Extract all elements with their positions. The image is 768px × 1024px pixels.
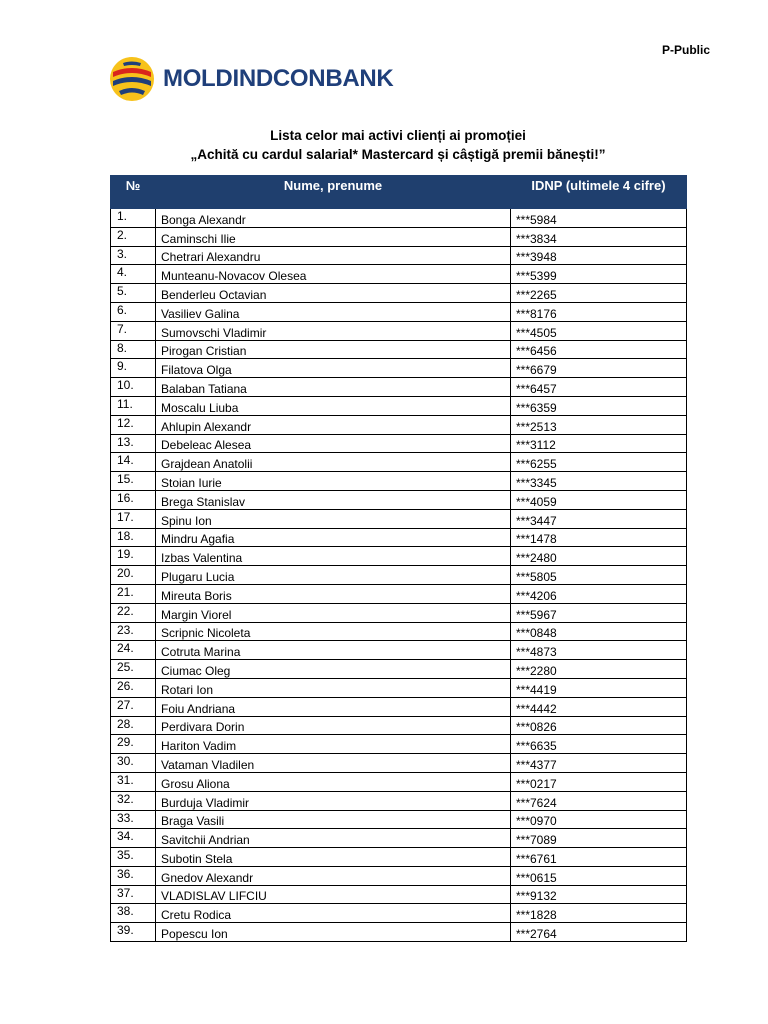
table-row	[111, 227, 687, 246]
classification-label: P-Public	[662, 43, 711, 57]
client-idnp: ***5399	[511, 265, 687, 284]
client-idnp: ***6456	[511, 340, 687, 359]
client-idnp: ***3112	[511, 434, 687, 453]
row-number: 15.	[111, 472, 156, 491]
client-name: Burduja Vladimir	[156, 791, 511, 810]
client-name: Ahlupin Alexandr	[156, 415, 511, 434]
client-idnp: ***6359	[511, 396, 687, 415]
client-name: Balaban Tatiana	[156, 378, 511, 397]
row-number: 11.	[111, 396, 156, 415]
table-row	[111, 735, 687, 754]
client-name: Perdivara Dorin	[156, 716, 511, 735]
row-number: 31.	[111, 772, 156, 791]
client-name: Izbas Valentina	[156, 547, 511, 566]
table-row	[111, 584, 687, 603]
row-number: 36.	[111, 866, 156, 885]
client-name: Debeleac Alesea	[156, 434, 511, 453]
table-row	[111, 791, 687, 810]
row-number: 33.	[111, 810, 156, 829]
client-idnp: ***4419	[511, 678, 687, 697]
table-row	[111, 528, 687, 547]
row-number: 26.	[111, 678, 156, 697]
row-number: 22.	[111, 603, 156, 622]
client-idnp: ***0217	[511, 772, 687, 791]
row-number: 18.	[111, 528, 156, 547]
client-idnp: ***2265	[511, 284, 687, 303]
client-name: Pirogan Cristian	[156, 340, 511, 359]
clients-table	[110, 175, 687, 942]
row-number: 21.	[111, 584, 156, 603]
client-name: Margin Viorel	[156, 603, 511, 622]
client-name: Cotruta Marina	[156, 641, 511, 660]
client-name: VLADISLAV LIFCIU	[156, 885, 511, 904]
client-name: Hariton Vadim	[156, 735, 511, 754]
client-idnp: ***5805	[511, 566, 687, 585]
client-idnp: ***6635	[511, 735, 687, 754]
client-idnp: ***1478	[511, 528, 687, 547]
bank-name: MOLDINDCONBANK	[163, 65, 394, 92]
client-name: Braga Vasili	[156, 810, 511, 829]
table-row	[111, 490, 687, 509]
client-name: Munteanu-Novacov Olesea	[156, 265, 511, 284]
client-name: Grajdean Anatolii	[156, 453, 511, 472]
client-idnp: ***1828	[511, 904, 687, 923]
row-number: 13.	[111, 434, 156, 453]
row-number: 30.	[111, 754, 156, 773]
title-line-2: „Achită cu cardul salarial* Mastercard și câștigă premii bănești!”	[190, 147, 606, 162]
client-idnp: ***6457	[511, 378, 687, 397]
row-number: 10.	[111, 378, 156, 397]
row-number: 23.	[111, 622, 156, 641]
table-row	[111, 603, 687, 622]
row-number: 29.	[111, 735, 156, 754]
row-number: 28.	[111, 716, 156, 735]
client-name: Caminschi Ilie	[156, 227, 511, 246]
document-title	[110, 126, 686, 164]
client-idnp: ***2764	[511, 923, 687, 942]
client-idnp: ***4505	[511, 321, 687, 340]
table-row	[111, 566, 687, 585]
table-row	[111, 678, 687, 697]
table-row	[111, 509, 687, 528]
column-header-number: №	[111, 176, 156, 209]
client-idnp: ***7624	[511, 791, 687, 810]
table-row	[111, 265, 687, 284]
client-name: Mindru Agafia	[156, 528, 511, 547]
row-number: 20.	[111, 566, 156, 585]
client-idnp: ***4442	[511, 697, 687, 716]
table-row	[111, 434, 687, 453]
client-name: Rotari Ion	[156, 678, 511, 697]
table-row	[111, 829, 687, 848]
client-name: Spinu Ion	[156, 509, 511, 528]
client-name: Sumovschi Vladimir	[156, 321, 511, 340]
client-idnp: ***3345	[511, 472, 687, 491]
table-row	[111, 866, 687, 885]
row-number: 14.	[111, 453, 156, 472]
row-number: 19.	[111, 547, 156, 566]
table-row	[111, 209, 687, 228]
client-idnp: ***8176	[511, 302, 687, 321]
table-row	[111, 378, 687, 397]
client-name: Brega Stanislav	[156, 490, 511, 509]
bank-emblem-icon	[109, 56, 155, 102]
row-number: 8.	[111, 340, 156, 359]
table-body	[111, 209, 687, 942]
client-name: Scripnic Nicoleta	[156, 622, 511, 641]
client-idnp: ***2513	[511, 415, 687, 434]
client-idnp: ***6255	[511, 453, 687, 472]
client-idnp: ***4206	[511, 584, 687, 603]
table-row	[111, 716, 687, 735]
row-number: 6.	[111, 302, 156, 321]
table-row	[111, 923, 687, 942]
client-idnp: ***6761	[511, 848, 687, 867]
table-row	[111, 885, 687, 904]
client-name: Chetrari Alexandru	[156, 246, 511, 265]
client-idnp: ***3447	[511, 509, 687, 528]
table-header-row	[111, 176, 687, 209]
table-row	[111, 472, 687, 491]
row-number: 5.	[111, 284, 156, 303]
client-idnp: ***0615	[511, 866, 687, 885]
row-number: 32.	[111, 791, 156, 810]
client-name: Filatova Olga	[156, 359, 511, 378]
table-row	[111, 754, 687, 773]
table-row	[111, 547, 687, 566]
row-number: 34.	[111, 829, 156, 848]
client-idnp: ***3948	[511, 246, 687, 265]
client-name: Moscalu Liuba	[156, 396, 511, 415]
client-name: Benderleu Octavian	[156, 284, 511, 303]
table-row	[111, 284, 687, 303]
row-number: 7.	[111, 321, 156, 340]
table-row	[111, 848, 687, 867]
client-idnp: ***0826	[511, 716, 687, 735]
row-number: 39.	[111, 923, 156, 942]
table-row	[111, 246, 687, 265]
table-row	[111, 396, 687, 415]
client-idnp: ***2480	[511, 547, 687, 566]
table-row	[111, 641, 687, 660]
client-idnp: ***9132	[511, 885, 687, 904]
client-name: Cretu Rodica	[156, 904, 511, 923]
table-row	[111, 697, 687, 716]
table-row	[111, 340, 687, 359]
client-name: Ciumac Oleg	[156, 660, 511, 679]
column-header-name: Nume, prenume	[156, 176, 511, 209]
row-number: 27.	[111, 697, 156, 716]
table-row	[111, 622, 687, 641]
client-idnp: ***2280	[511, 660, 687, 679]
client-idnp: ***5967	[511, 603, 687, 622]
client-name: Stoian Iurie	[156, 472, 511, 491]
row-number: 4.	[111, 265, 156, 284]
table-row	[111, 415, 687, 434]
row-number: 12.	[111, 415, 156, 434]
table-row	[111, 321, 687, 340]
row-number: 17.	[111, 509, 156, 528]
client-name: Vasiliev Galina	[156, 302, 511, 321]
client-name: Vataman Vladilen	[156, 754, 511, 773]
table-row	[111, 302, 687, 321]
row-number: 2.	[111, 227, 156, 246]
table-row	[111, 904, 687, 923]
client-name: Mireuta Boris	[156, 584, 511, 603]
table-row	[111, 660, 687, 679]
client-name: Bonga Alexandr	[156, 209, 511, 228]
row-number: 37.	[111, 885, 156, 904]
client-name: Foiu Andriana	[156, 697, 511, 716]
client-idnp: ***0848	[511, 622, 687, 641]
row-number: 25.	[111, 660, 156, 679]
client-idnp: ***0970	[511, 810, 687, 829]
row-number: 1.	[111, 209, 156, 228]
row-number: 9.	[111, 359, 156, 378]
client-idnp: ***4059	[511, 490, 687, 509]
column-header-idnp: IDNP (ultimele 4 cifre)	[511, 176, 687, 209]
title-line-1: Lista celor mai activi clienți ai promoției	[270, 128, 526, 143]
row-number: 3.	[111, 246, 156, 265]
table-row	[111, 772, 687, 791]
client-name: Grosu Aliona	[156, 772, 511, 791]
client-name: Subotin Stela	[156, 848, 511, 867]
row-number: 38.	[111, 904, 156, 923]
client-name: Savitchii Andrian	[156, 829, 511, 848]
table-row	[111, 453, 687, 472]
client-idnp: ***5984	[511, 209, 687, 228]
table-row	[111, 810, 687, 829]
row-number: 16.	[111, 490, 156, 509]
row-number: 24.	[111, 641, 156, 660]
client-name: Plugaru Lucia	[156, 566, 511, 585]
client-name: Gnedov Alexandr	[156, 866, 511, 885]
client-idnp: ***7089	[511, 829, 687, 848]
client-idnp: ***4873	[511, 641, 687, 660]
client-idnp: ***3834	[511, 227, 687, 246]
client-idnp: ***4377	[511, 754, 687, 773]
client-name: Popescu Ion	[156, 923, 511, 942]
row-number: 35.	[111, 848, 156, 867]
client-idnp: ***6679	[511, 359, 687, 378]
table-row	[111, 359, 687, 378]
bank-logo	[109, 56, 393, 102]
